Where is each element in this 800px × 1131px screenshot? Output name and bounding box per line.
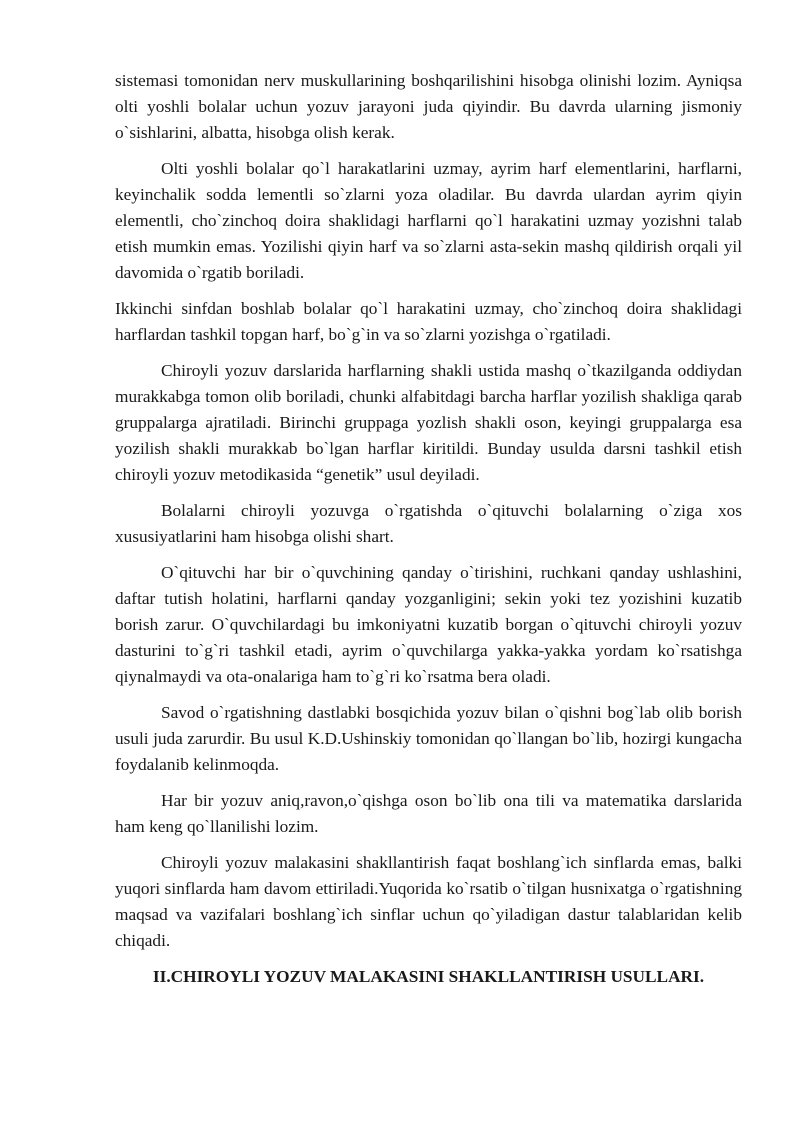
paragraph-six-year-olds: Olti yoshli bolalar qo`l harakatlarini uzmay, ayrim harf elementlarini, harflarni, keyinchalik sodda lementli so`zlarni yoza oladilar. Bu davrda ulardan ayrim qiyin elementli, cho`zinchoq doira shaklidagi harflarni qo`l harakatini uzmay yozishni talab etish mumkin emas. Yozilishi qiyin harf va so`zlarni asta-sekin mashq qildirish orqali yil davomida o`rgatib boriladi. [115,159,742,282]
paragraph-continuation: sistemasi tomonidan nerv muskullarining boshqarilishini hisobga olinishi lozim. Ayniqsa olti yoshli bolalar uchun yozuv jarayoni juda qiyindir. Bu davrda ularning jismoniy o`sishlarini, albatta, hisobga olish kerak. [115,71,742,142]
section-heading: II.CHIROYLI YOZUV MALAKASINI SHAKLLANTIRISH USULLARI. [152,967,705,986]
paragraph-individual-features: Bolalarni chiroyli yozuvga o`rgatishda o`qituvchi bolalarning o`ziga xos xususiyatlarini ham hisobga olishi shart. [115,501,742,546]
paragraph-letter-groups: Chiroyli yozuv darslarida harflarning shakli ustida mashq o`tkazilganda oddiydan murakkabga tomon olib boriladi, chunki alfabitdagi barcha harflar yozilish shakliga qarab gruppalarga ajratiladi. Birinchi gruppaga yozlish shakli oson, keyingi gruppalarga esa yozilish shakli murakkab bo`lgan harflar kiritildi. Bunday usulda darsni tashkil etish chiroyli yozuv metodikasida “genetik” usul deyiladi. [115,361,742,484]
paragraph-teacher-observation: O`qituvchi har bir o`quvchining qanday o`tirishini, ruchkani qanday ushlashini, daftar tutish holatini, harflarni qanday yozganligini; sekin yoki tez yozishini kuzatib borish zarur. O`quvchilardagi bu imkoniyatni kuzatib borgan o`qituvchi chiroyli yozuv dasturini to`g`ri tashkil etadi, ayrim o`quvchilarga yakka-yakka yordam ko`rsatishga qiynalmaydi va ota-onalariga ham to`g`ri ko`rsatma bera oladi. [115,563,742,686]
paragraph-upper-grades: Chiroyli yozuv malakasini shakllantirish faqat boshlang`ich sinflarda emas, balki yuqori sinflarda ham davom ettiriladi.Yuqorida ko`rsatib o`tilgan husnixatga o`rgatishning maqsad va vazifalari boshlang`ich sinflar uchun qo`yiladigan dastur talablaridan kelib chiqadi. [115,853,742,950]
paragraph-second-grade: Ikkinchi sinfdan boshlab bolalar qo`l harakatini uzmay, cho`zinchoq doira shaklidagi harflardan tashkil topgan harf, bo`g`in va so`zlarni yozishga o`rgatiladi. [115,299,742,344]
document-page [115,68,742,1000]
paragraph-clear-writing: Har bir yozuv aniq,ravon,o`qishga oson bo`lib ona tili va matematika darslarida ham keng qo`llanilishi lozim. [115,791,742,836]
paragraph-literacy-stage: Savod o`rgatishning dastlabki bosqichida yozuv bilan o`qishni bog`lab olib borish usuli juda zarurdir. Bu usul K.D.Ushinskiy tomonidan qo`llangan bo`lib, hozirgi kungacha foydalanib kelinmoqda. [115,703,742,774]
